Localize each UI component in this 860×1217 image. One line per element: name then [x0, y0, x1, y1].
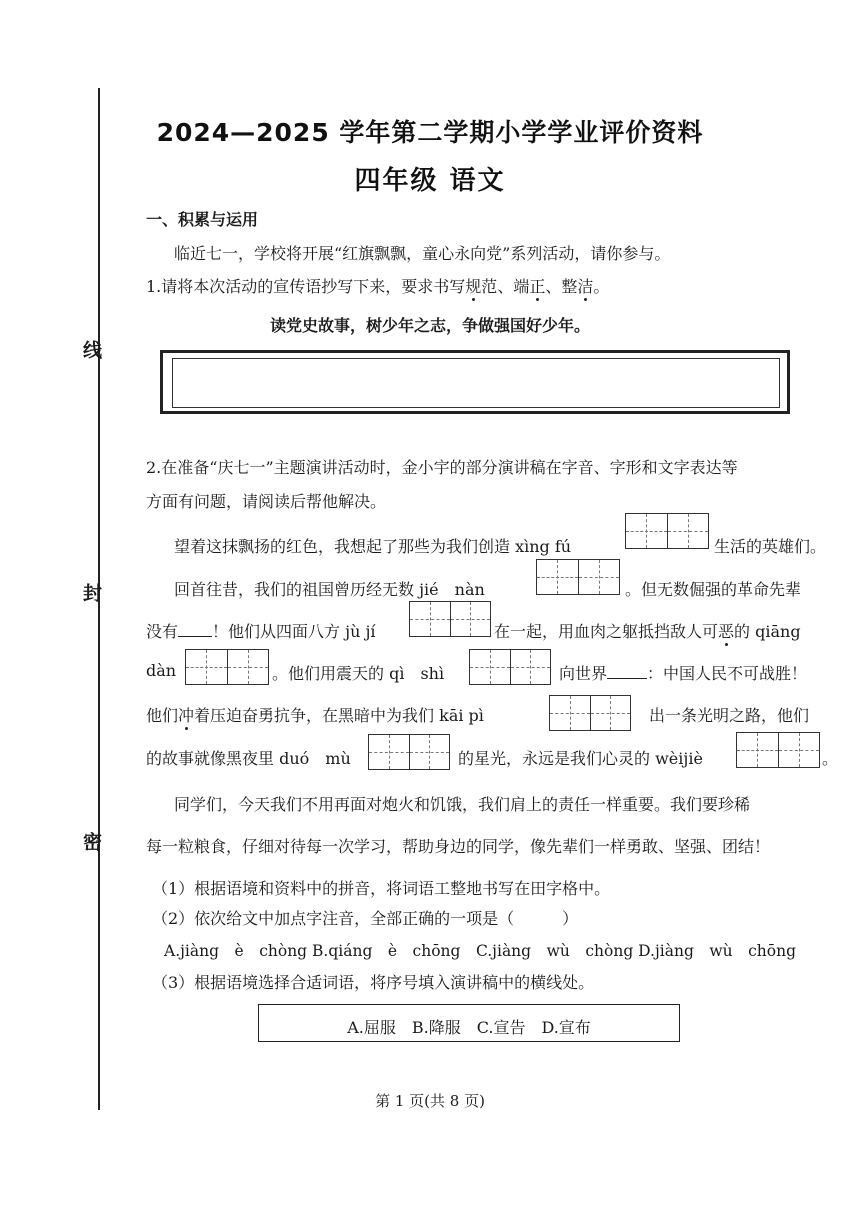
tianzige-juji[interactable]	[409, 601, 491, 637]
margin-char-xian: 线	[80, 340, 102, 359]
subquestion-2-options[interactable]: A.jiàng è chòng B.qiáng è chōng C.jiàng wù chòng D.jiàng wù chōng	[164, 942, 797, 960]
subquestion-2: （2）依次给文中加点字注音，全部正确的一项是（ ）	[152, 909, 579, 928]
page-footer: 第 1 页(共 8 页)	[375, 1092, 485, 1110]
q1-prefix: 1.请将本次活动的宣传语抄写下来，要求书写	[146, 277, 466, 296]
passage-p5a: 他们冲着压迫奋勇抗争，在黑暗中为我们 kāi pì	[146, 706, 484, 725]
tianzige-kaipi[interactable]	[549, 695, 631, 731]
tianzige-qishi[interactable]	[469, 649, 551, 685]
q1-end: 。	[593, 277, 610, 296]
passage-p3a: 没有	[146, 622, 179, 641]
passage-p6a: 的故事就像黑夜里 duó mù	[146, 749, 351, 768]
passage-p2b: 。但无数倔强的革命先辈	[625, 580, 802, 599]
passage-line4-end	[559, 661, 807, 684]
passage-p2a: 回首往昔，我们的祖国曾历经无数 jié nàn	[174, 580, 485, 599]
margin-char-mi: 密	[80, 832, 102, 851]
page-subtitle: 四年级 语文	[354, 166, 506, 196]
q1-sep: 、	[497, 277, 514, 296]
tianzige-xingfu[interactable]	[625, 513, 709, 549]
passage-p4d: ：中国人民不可战胜！	[647, 664, 808, 683]
passage-p6b: 的星光，永远是我们心灵的 wèijiè	[458, 749, 703, 768]
passage-p7: 同学们，今天我们不用再面对炮火和饥饿，我们肩上的责任一样重要。我们要珍稀	[174, 795, 751, 814]
passage-p1b: 生活的英雄们。	[714, 537, 827, 556]
word-options: A.屈服 B.降服 C.宣告 D.宣布	[347, 1018, 591, 1037]
q1-sep: 、	[545, 277, 562, 296]
margin-char-feng: 封	[80, 583, 102, 602]
passage-p3c: 在一起，用血肉之躯抵挡敌人可恶的 qiāng	[494, 622, 801, 641]
subquestion-1: （1）根据语境和资料中的拼音，将词语工整地书写在田字格中。	[152, 879, 611, 898]
passage-p4b: 。他们用震天的 qì shì	[272, 664, 445, 683]
copy-box-writing-area[interactable]	[172, 358, 780, 408]
passage-p4a: dàn	[146, 661, 177, 680]
blank-2[interactable]	[607, 662, 647, 679]
tianzige-jienan[interactable]	[536, 559, 620, 595]
passage-line3	[146, 619, 376, 642]
tianzige-weijie[interactable]	[736, 732, 820, 768]
slogan: 读党史故事，树少年之志，争做强国好少年。	[269, 316, 590, 335]
question-2-line1: 2.在准备“庆七一”主题演讲活动时，金小宇的部分演讲稿在字音、字形和文字表达等	[146, 458, 738, 477]
tianzige-duomu[interactable]	[368, 734, 450, 770]
tianzige-qiangdan[interactable]	[185, 649, 269, 685]
q1-dotted-2: 端正	[513, 277, 546, 296]
intro-text: 临近七一，学校将开展“红旗飘飘，童心永向党”系列活动，请你参与。	[174, 244, 671, 263]
question-2-line2: 方面有问题，请阅读后帮他解决。	[146, 492, 387, 511]
passage-p8: 每一粒粮食，仔细对待每一次学习，帮助身边的同学，像先辈们一样勇敢、坚强、团结！	[146, 837, 771, 856]
passage-p6c: 。	[822, 749, 839, 768]
passage-p1a: 望着这抹飘扬的红色，我想起了那些为我们创造 xìng fú	[174, 537, 572, 556]
question-1	[146, 274, 609, 297]
blank-1[interactable]	[178, 620, 212, 637]
q1-dotted-3: 整洁	[561, 277, 594, 296]
passage-p4c: 向世界	[559, 664, 608, 683]
passage-p3b: ！他们从四面八方 jù jí	[212, 622, 376, 641]
section-heading: 一、积累与运用	[146, 210, 259, 229]
passage-p5b: 出一条光明之路，他们	[649, 706, 810, 725]
q1-dotted-1: 规范	[465, 277, 498, 296]
page-title: 2024—2025 学年第二学期小学学业评价资料	[156, 118, 704, 147]
subquestion-3: （3）根据语境选择合适词语，将序号填入演讲稿中的横线处。	[152, 973, 595, 992]
